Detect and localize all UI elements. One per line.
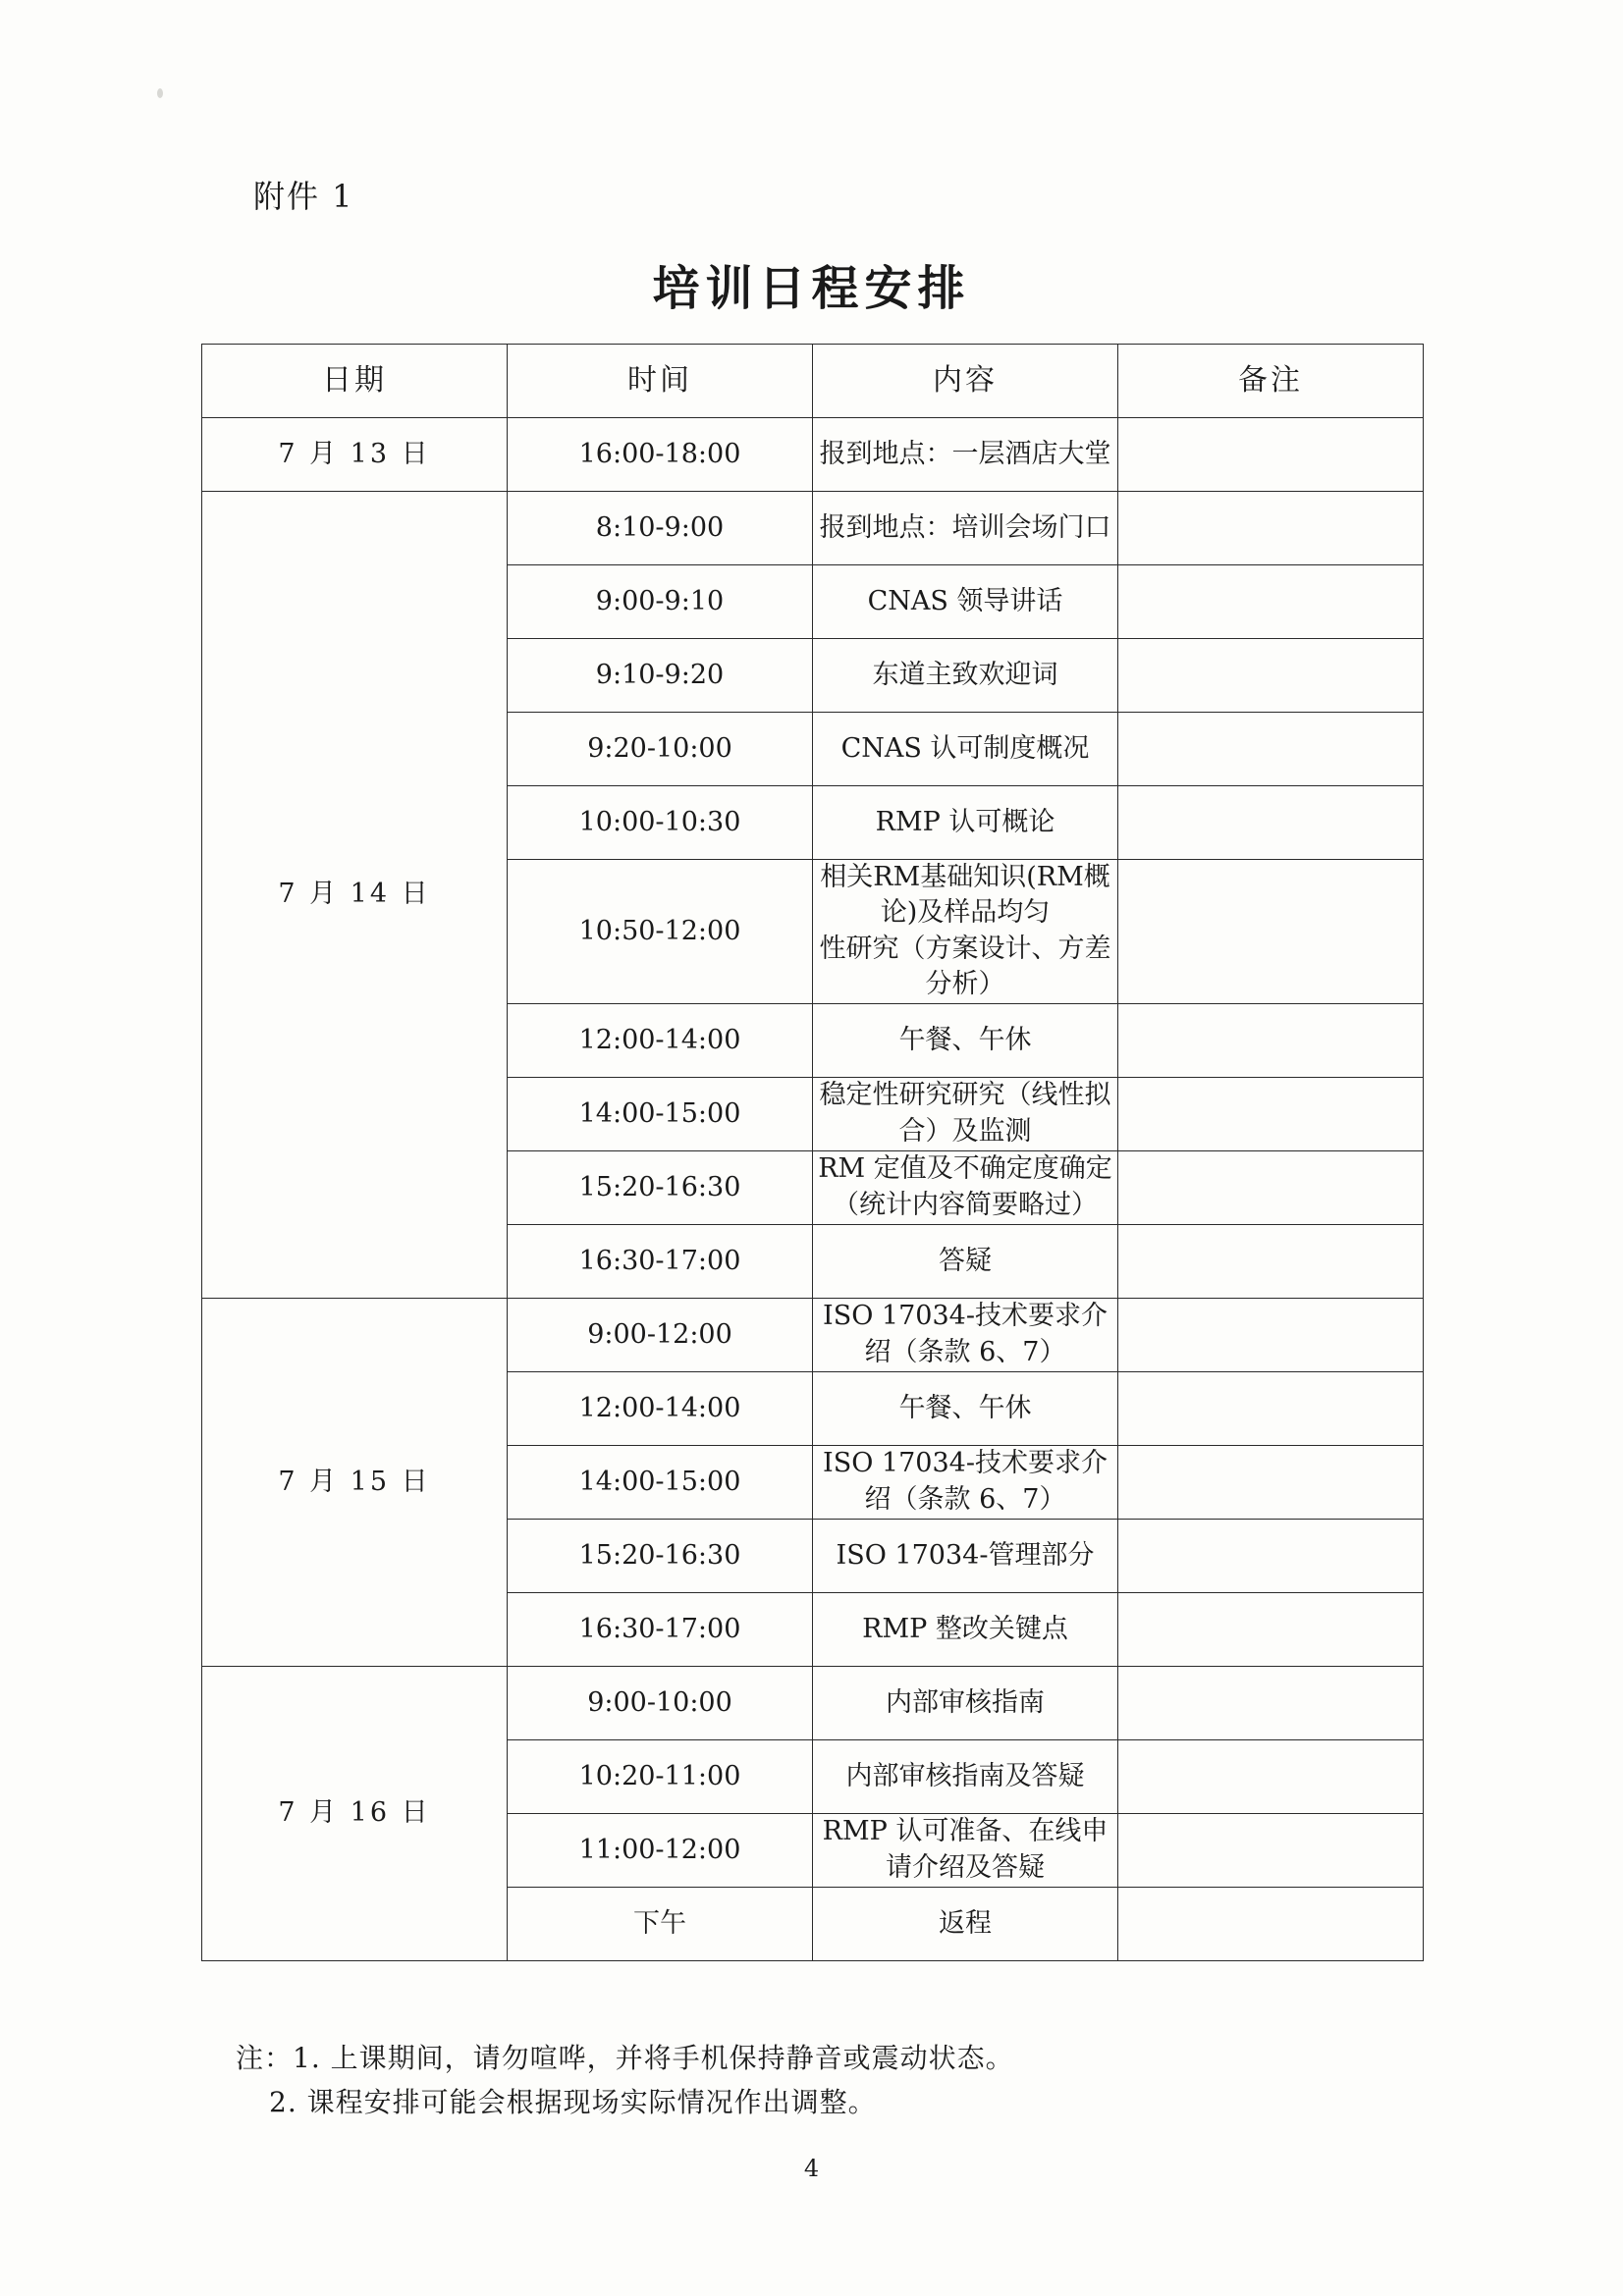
cell-content: RMP 认可准备、在线申请介绍及答疑	[813, 1813, 1118, 1887]
cell-time: 11:00-12:00	[508, 1813, 813, 1887]
cell-time: 16:30-17:00	[508, 1592, 813, 1666]
cell-content: ISO 17034-管理部分	[813, 1519, 1118, 1592]
cell-note	[1118, 786, 1424, 860]
table-row	[202, 1298, 1424, 1371]
cell-content: 答疑	[813, 1224, 1118, 1298]
cell-note	[1118, 1519, 1424, 1592]
cell-note	[1118, 713, 1424, 786]
cell-time: 10:50-12:00	[508, 860, 813, 1004]
cell-content: ISO 17034-技术要求介绍（条款 6、7）	[813, 1298, 1118, 1371]
cell-date: 7 月 16 日	[202, 1666, 508, 1960]
cell-note	[1118, 1887, 1424, 1960]
cell-time: 9:00-9:10	[508, 565, 813, 639]
cell-note	[1118, 639, 1424, 713]
cell-time: 15:20-16:30	[508, 1519, 813, 1592]
table-row	[202, 1666, 1424, 1739]
cell-note	[1118, 1371, 1424, 1445]
cell-time: 10:00-10:30	[508, 786, 813, 860]
cell-time: 下午	[508, 1887, 813, 1960]
cell-note	[1118, 1150, 1424, 1224]
cell-note	[1118, 492, 1424, 565]
cell-note	[1118, 1592, 1424, 1666]
footnote-line-1: 注：1. 上课期间，请勿喧哗，并将手机保持静音或震动状态。	[236, 2042, 1014, 2074]
cell-time: 16:30-17:00	[508, 1224, 813, 1298]
cell-note	[1118, 565, 1424, 639]
table-row	[202, 492, 1424, 565]
cell-content: 东道主致欢迎词	[813, 639, 1118, 713]
cell-note	[1118, 1666, 1424, 1739]
cell-content: 午餐、午休	[813, 1003, 1118, 1077]
cell-content	[813, 1150, 1118, 1224]
cell-content: 内部审核指南	[813, 1666, 1118, 1739]
cell-time: 12:00-14:00	[508, 1371, 813, 1445]
cell-content: 内部审核指南及答疑	[813, 1739, 1118, 1813]
cell-time: 9:20-10:00	[508, 713, 813, 786]
cell-content: CNAS 认可制度概况	[813, 713, 1118, 786]
cell-time: 9:00-12:00	[508, 1298, 813, 1371]
cell-content	[813, 860, 1118, 1004]
cell-note	[1118, 1077, 1424, 1150]
cell-time: 9:00-10:00	[508, 1666, 813, 1739]
cell-content: 报到地点：一层酒店大堂	[813, 418, 1118, 492]
cell-date: 7 月 15 日	[202, 1298, 508, 1666]
cell-content-line1: RM 定值及不确定度确定	[818, 1153, 1112, 1185]
cell-note	[1118, 860, 1424, 1004]
cell-note	[1118, 1739, 1424, 1813]
table-header	[202, 345, 1424, 418]
column-header-content: 内容	[813, 345, 1118, 418]
column-header-date: 日期	[202, 345, 508, 418]
cell-note	[1118, 1445, 1424, 1519]
cell-content-line2: 性研究（方案设计、方差分析）	[819, 933, 1111, 1000]
cell-content: 午餐、午休	[813, 1371, 1118, 1445]
cell-note	[1118, 1298, 1424, 1371]
table-header-row	[202, 345, 1424, 418]
footnote-line-2: 2. 课程安排可能会根据现场实际情况作出调整。	[269, 2085, 877, 2118]
column-header-note: 备注	[1118, 345, 1424, 418]
cell-content: 报到地点：培训会场门口	[813, 492, 1118, 565]
footnotes	[236, 2037, 1014, 2125]
cell-content: CNAS 领导讲话	[813, 565, 1118, 639]
cell-date: 7 月 14 日	[202, 492, 508, 1299]
cell-note	[1118, 1003, 1424, 1077]
cell-time: 16:00-18:00	[508, 418, 813, 492]
cell-time: 14:00-15:00	[508, 1445, 813, 1519]
cell-time: 14:00-15:00	[508, 1077, 813, 1150]
cell-content: 稳定性研究研究（线性拟合）及监测	[813, 1077, 1118, 1150]
column-header-time: 时间	[508, 345, 813, 418]
cell-time: 15:20-16:30	[508, 1150, 813, 1224]
cell-time: 8:10-9:00	[508, 492, 813, 565]
table-body	[202, 418, 1424, 1961]
training-schedule-table	[201, 344, 1424, 1961]
attachment-label: 附件 1	[253, 178, 354, 215]
cell-note	[1118, 1813, 1424, 1887]
cell-time: 9:10-9:20	[508, 639, 813, 713]
cell-time: 10:20-11:00	[508, 1739, 813, 1813]
scan-speck	[157, 88, 163, 98]
page-number: 4	[803, 2155, 820, 2182]
cell-content: 返程	[813, 1887, 1118, 1960]
cell-content: ISO 17034-技术要求介绍（条款 6、7）	[813, 1445, 1118, 1519]
cell-content: RMP 整改关键点	[813, 1592, 1118, 1666]
cell-date: 7 月 13 日	[202, 418, 508, 492]
cell-content: RMP 认可概论	[813, 786, 1118, 860]
cell-time: 12:00-14:00	[508, 1003, 813, 1077]
table-row	[202, 418, 1424, 492]
cell-note	[1118, 1224, 1424, 1298]
cell-content-line2: （统计内容简要略过）	[833, 1189, 1098, 1220]
page-title: 培训日程安排	[652, 261, 971, 316]
cell-content-line1: 相关RM基础知识(RM概论)及样品均匀	[820, 862, 1110, 929]
cell-note	[1118, 418, 1424, 492]
